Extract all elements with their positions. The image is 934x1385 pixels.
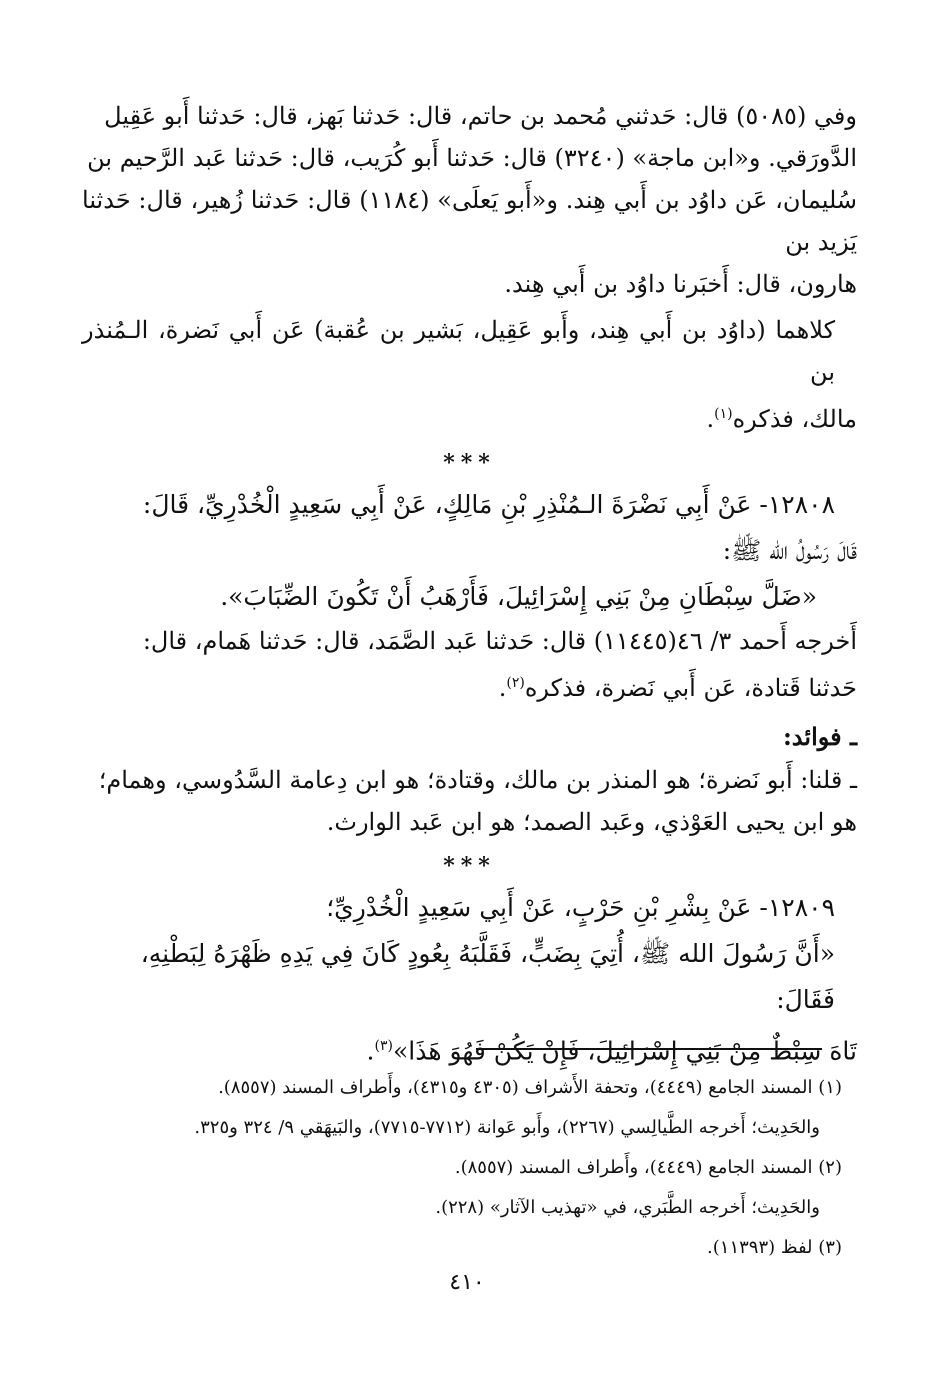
section-separator: *** (443, 853, 496, 879)
footnote-ref: (٣) (374, 1038, 393, 1054)
text-line: حَدثنا قَتادة، عَن أَبي نَضرة، فذكره$^{(٢)}$. (498, 674, 857, 702)
footnote-line: (٢) المسند الجامع (٤٤٤٩)، وأَطراف المسند (٨٥٥٧). (454, 1157, 842, 1178)
hadith-12808 (82, 482, 857, 620)
hadith-text: «أَنَّ رَسُولَ الله ﷺ، أُتِيَ بِضَبٍّ، فَقَلَّبَهُ بِعُودٍ كَانَ فِي يَدِهِ ظَهْرَهُ لِبَطْنِهِ، فَقَالَ: (140, 939, 835, 1014)
text-line: مالك، فذكره$^{(١)}$. (706, 405, 857, 433)
footnote-line: والحَدِيث؛ أَخرجه الطَّبَري، في «تهذيب الآثار» (٢٢٨). (435, 1197, 820, 1218)
footnote-ref: (١) (714, 406, 733, 422)
section-separator: *** (443, 450, 496, 476)
main-text (82, 95, 857, 1074)
text-line: هو ابن يحيى العَوْذي، وعَبد الصمد؛ هو ابن عَبد الوارث. (326, 808, 857, 836)
text-line: هارون، قال: أَخبَرنا داوُد بن أَبي هِند. (504, 270, 857, 298)
text-line: كلاهما (داوُد بن أَبي هِند، وأَبو عَقِيل، بَشير بن عُقبة) عَن أَبي نَضرة، الـمُنذر بن (82, 316, 835, 386)
footnote-divider (476, 1048, 822, 1050)
text-line: وفي (٥٠٨٥) قال: حَدثني مُحمد بن حاتم، قال: حَدثنا بَهز، قال: حَدثنا أَبو عَقِيل (104, 102, 857, 130)
kilahuma-paragraph (82, 309, 857, 440)
footnote-line: (١) المسند الجامع (٤٤٤٩)، وتحفة الأَشراف (٤٣٠٥ و٤٣١٥)، وأَطراف المسند (٨٥٥٧). (218, 1077, 842, 1098)
hadith-heading: ١٢٨٠٩- عَنْ بِشْرِ بْنِ حَرْبٍ، عَنْ أَبِي سَعِيدٍ الْخُدْرِيِّ؛ (326, 893, 835, 922)
text-span: حَدثنا قَتادة، عَن أَبي نَضرة، فذكره (524, 674, 857, 702)
text-line: أَخرجه أَحمد ٣/ ٤٦(١١٤٤٥) قال: حَدثنا عَبد الصَّمَد، قال: حَدثنا هَمام، قال: (142, 627, 857, 655)
hadith-text: «ضَلَّ سِبْطَانِ مِنْ بَنِي إِسْرَائِيلَ، فَأَرْهَبُ أَنْ تَكُونَ الضِّبَابَ». (220, 582, 817, 611)
hadith-heading: قَالَ رَسُولُ الله ﷺ: (722, 536, 857, 565)
text-line: سُليمان، عَن داوُد بن أَبي هِند. و«أَبو يَعلَى» (١١٨٤) قال: حَدثنا زُهير، قال: حَدثنا يَزيد بن (82, 186, 858, 256)
footnote-line: والحَدِيث؛ أَخرجه الطَّيالِسي (٢٢٦٧)، وأَبو عَوانة (٧٧١٢-٧٧١٥)، والبَيهَقي ٩/ ٣٢٤ و٣٢٥. (194, 1117, 820, 1138)
fawaid-heading: ـ فوائد: (782, 722, 857, 751)
intro-paragraph (82, 95, 857, 305)
fawaid-paragraph (82, 759, 857, 843)
footnote-line: (٣) لفظ (١١٣٩٣). (707, 1237, 842, 1258)
page-number: ٤١٠ (449, 1270, 485, 1295)
hadith-text: تَاهَ سِبْطٌ مِنْ بَنِي إِسْرَائِيلَ، فَإِنْ يَكُنْ فَهُوَ هَذَا»$^{(٣)}$. (366, 1036, 857, 1066)
text-span: مالك، فذكره (732, 405, 857, 433)
text-span: تَاهَ سِبْطٌ مِنْ بَنِي إِسْرَائِيلَ، فَإِنْ يَكُنْ فَهُوَ هَذَا» (392, 1036, 857, 1066)
takhrij-paragraph (82, 620, 857, 709)
footnote-ref: (٢) (506, 675, 525, 691)
text-line: الدَّورَقي. و«ابن ماجة» (٣٢٤٠) قال: حَدثنا أَبو كُرَيب، قال: حَدثنا عَبد الرَّحيم بن (87, 144, 857, 172)
hadith-12809 (82, 885, 857, 1074)
hadith-heading: ١٢٨٠٨- عَنْ أَبِي نَضْرَةَ الـمُنْذِرِ بْنِ مَالِكٍ، عَنْ أَبِي سَعِيدٍ الْخُدْرِيِّ، قَالَ: (142, 490, 835, 519)
text-line: ـ قلنا: أَبو نَضرة؛ هو المنذر بن مالك، وقتادة؛ هو ابن دِعامة السَّدُوسي، وهمام؛ (98, 766, 857, 794)
footnotes (82, 1068, 842, 1268)
